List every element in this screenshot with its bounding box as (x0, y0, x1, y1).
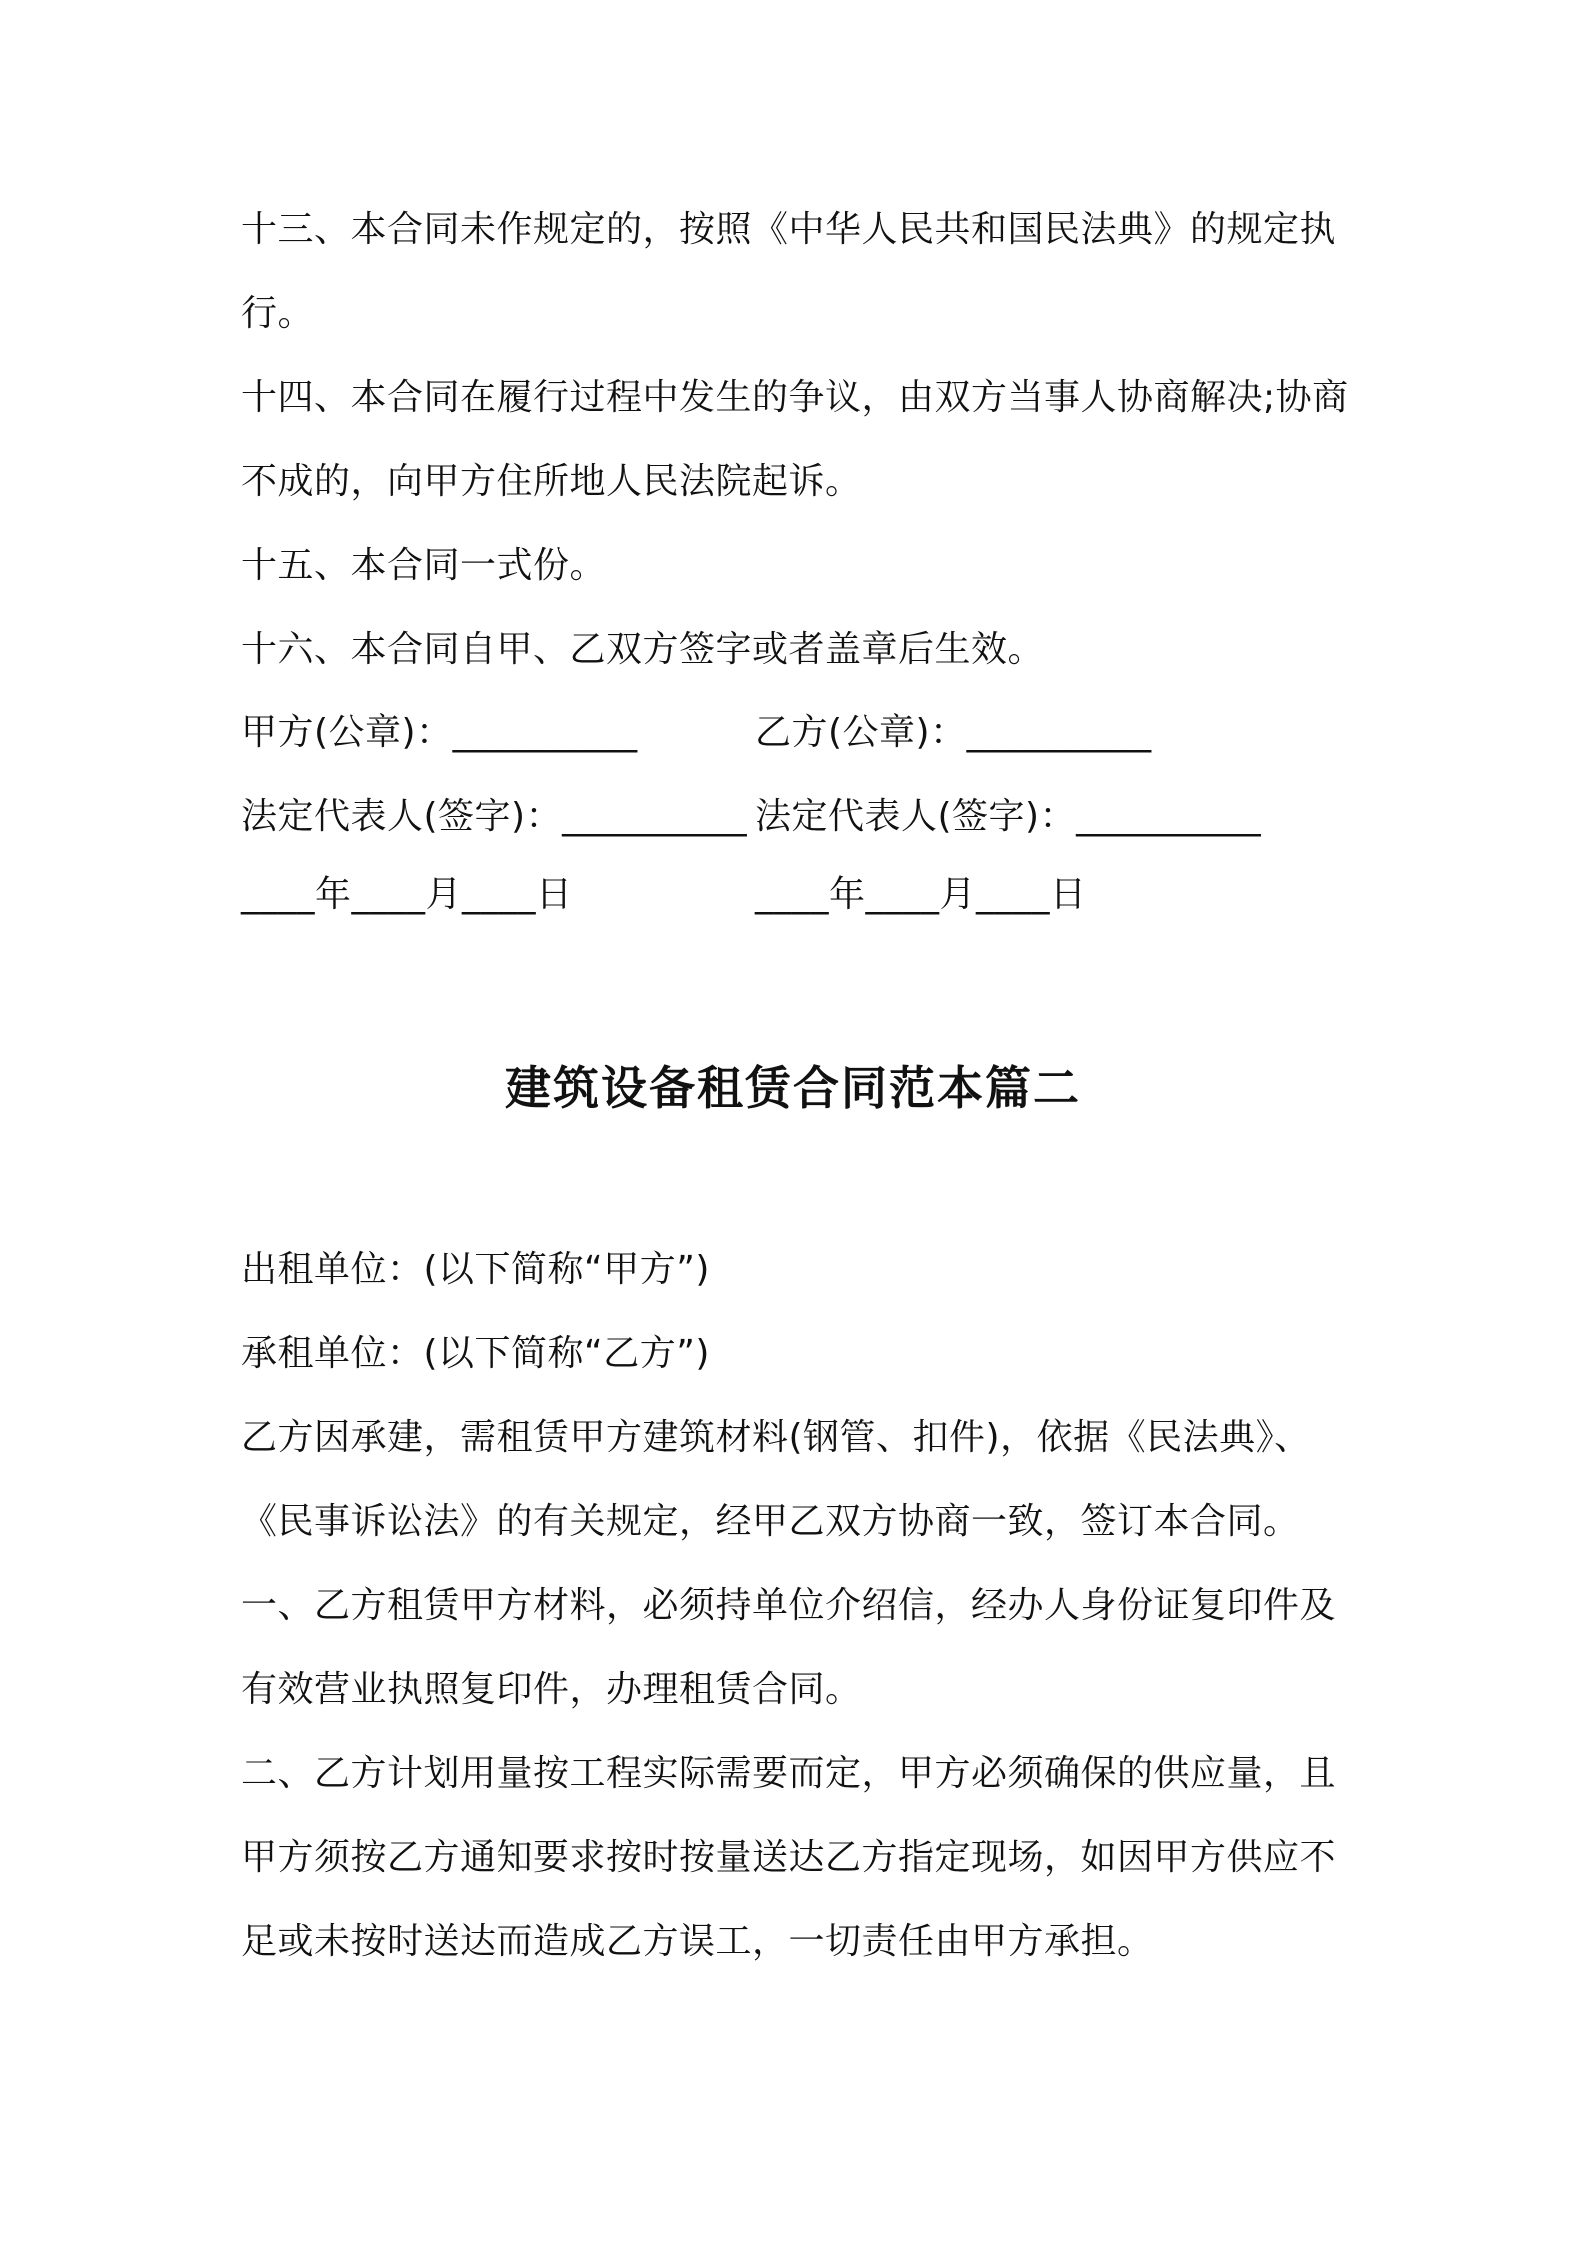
party-b-rep-line: 法定代表人(签字)：__________ (755, 796, 1262, 837)
clause-2: 二、乙方计划用量按工程实际需要而定，甲方必须确保的供应量，且甲方须按乙方通知要求按时按量送达乙方指定现场，如因甲方供应不足或未按时送达而造成乙方误工，一切责任由甲方承担。 (241, 1753, 1337, 1962)
party-a-seal-line: 甲方(公章)：__________ (241, 712, 638, 753)
lessor-line: 出租单位：(以下简称“甲方”) (241, 1249, 710, 1290)
party-a-date-line: ____年____月____日 (241, 874, 573, 915)
preamble-paragraph: 乙方因承建，需租赁甲方建筑材料(钢管、扣件)，依据《民法典》、《民事诉讼法》的有关规定，经甲乙双方协商一致，签订本合同。 (241, 1417, 1311, 1542)
clause-1: 一、乙方租赁甲方材料，必须持单位介绍信，经办人身份证复印件及有效营业执照复印件，办理租赁合同。 (241, 1585, 1337, 1710)
lessee-line: 承租单位：(以下简称“乙方”) (241, 1333, 710, 1374)
party-b-seal-line: 乙方(公章)：__________ (755, 712, 1152, 753)
clause-13: 十三、本合同未作规定的，按照《中华人民共和国民法典》的规定执行。 (241, 209, 1337, 334)
clause-15: 十五、本合同一式份。 (241, 545, 607, 586)
party-a-rep-line: 法定代表人(签字)：__________ (241, 796, 748, 837)
party-b-date-line: ____年____月____日 (755, 874, 1087, 915)
clause-14: 十四、本合同在履行过程中发生的争议，由双方当事人协商解决;协商不成的，向甲方住所地人民法院起诉。 (241, 377, 1349, 502)
section-title: 建筑设备租赁合同范本篇二 (505, 1061, 1081, 1115)
clause-16: 十六、本合同自甲、乙双方签字或者盖章后生效。 (241, 629, 1045, 670)
